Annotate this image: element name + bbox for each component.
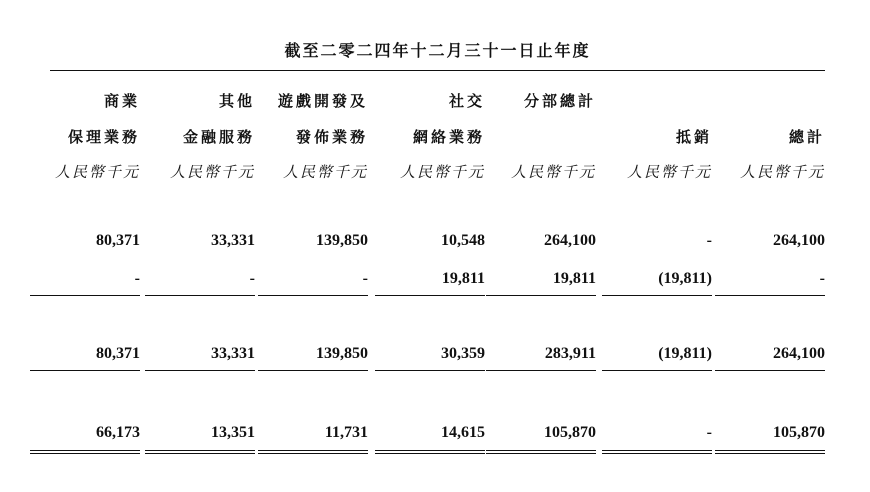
- total-rule: [602, 370, 712, 371]
- value-cell-row1: 264,100: [544, 232, 596, 249]
- column-unit: 人民幣千元: [399, 163, 485, 181]
- subtotal-rule: [375, 295, 485, 296]
- column-7: [715, 0, 825, 492]
- column-header-line1: 其他: [218, 92, 255, 110]
- value-cell-row4: -: [706, 424, 712, 441]
- subtotal-rule: [258, 295, 368, 296]
- value-cell-row4: 105,870: [544, 424, 596, 441]
- column-header-line2: 發佈業務: [295, 128, 368, 146]
- value-cell-row2: -: [134, 270, 140, 287]
- value-cell-row4: 66,173: [96, 424, 140, 441]
- column-3: [258, 0, 368, 492]
- value-cell-row4: 13,351: [211, 424, 255, 441]
- column-unit: 人民幣千元: [282, 163, 368, 181]
- value-cell-row4: 14,615: [441, 424, 485, 441]
- value-cell-row3: 33,331: [211, 345, 255, 362]
- value-cell-row2: (19,811): [658, 270, 712, 287]
- column-header-line1: 社交: [448, 92, 485, 110]
- subtotal-rule: [486, 295, 596, 296]
- value-cell-row1: -: [706, 232, 712, 249]
- double-underline: [30, 450, 140, 454]
- value-cell-row2: -: [362, 270, 368, 287]
- total-rule: [145, 370, 255, 371]
- column-header-line2: 保理業務: [67, 128, 140, 146]
- double-underline: [715, 450, 825, 454]
- column-1: [30, 0, 140, 492]
- value-cell-row4: 11,731: [324, 424, 368, 441]
- value-cell-row1: 264,100: [773, 232, 825, 249]
- total-rule: [715, 370, 825, 371]
- value-cell-row1: 80,371: [96, 232, 140, 249]
- total-rule: [258, 370, 368, 371]
- value-cell-row2: -: [819, 270, 825, 287]
- column-header-line2: 抵銷: [675, 128, 712, 146]
- double-underline: [258, 450, 368, 454]
- column-header-line1: 遊戲開發及: [277, 92, 368, 110]
- value-cell-row3: 264,100: [773, 345, 825, 362]
- column-header-line2: 網絡業務: [412, 128, 485, 146]
- value-cell-row2: 19,811: [441, 270, 485, 287]
- value-cell-row1: 139,850: [316, 232, 368, 249]
- column-unit: 人民幣千元: [54, 163, 140, 181]
- value-cell-row3: 30,359: [441, 345, 485, 362]
- column-unit: 人民幣千元: [510, 163, 596, 181]
- subtotal-rule: [30, 295, 140, 296]
- column-header-line2: 總計: [788, 128, 825, 146]
- column-unit: 人民幣千元: [739, 163, 825, 181]
- subtotal-rule: [602, 295, 712, 296]
- value-cell-row3: 283,911: [544, 345, 596, 362]
- double-underline: [375, 450, 485, 454]
- column-header-line2: 金融服務: [182, 128, 255, 146]
- double-underline: [602, 450, 712, 454]
- value-cell-row1: 33,331: [211, 232, 255, 249]
- subtotal-rule: [715, 295, 825, 296]
- double-underline: [145, 450, 255, 454]
- value-cell-row3: 80,371: [96, 345, 140, 362]
- subtotal-rule: [145, 295, 255, 296]
- value-cell-row2: -: [249, 270, 255, 287]
- column-4: [375, 0, 485, 492]
- column-6: [602, 0, 712, 492]
- column-5: [486, 0, 596, 492]
- value-cell-row1: 10,548: [441, 232, 485, 249]
- value-cell-row3: 139,850: [316, 345, 368, 362]
- value-cell-row2: 19,811: [552, 270, 596, 287]
- column-header-line1: 分部總計: [523, 92, 596, 110]
- column-header-line1: 商業: [103, 92, 140, 110]
- double-underline: [486, 450, 596, 454]
- period-title: 截至二零二四年十二月三十一日止年度: [284, 41, 591, 60]
- total-rule: [486, 370, 596, 371]
- column-unit: 人民幣千元: [626, 163, 712, 181]
- value-cell-row4: 105,870: [773, 424, 825, 441]
- column-unit: 人民幣千元: [169, 163, 255, 181]
- total-rule: [30, 370, 140, 371]
- value-cell-row3: (19,811): [658, 345, 712, 362]
- total-rule: [375, 370, 485, 371]
- column-2: [145, 0, 255, 492]
